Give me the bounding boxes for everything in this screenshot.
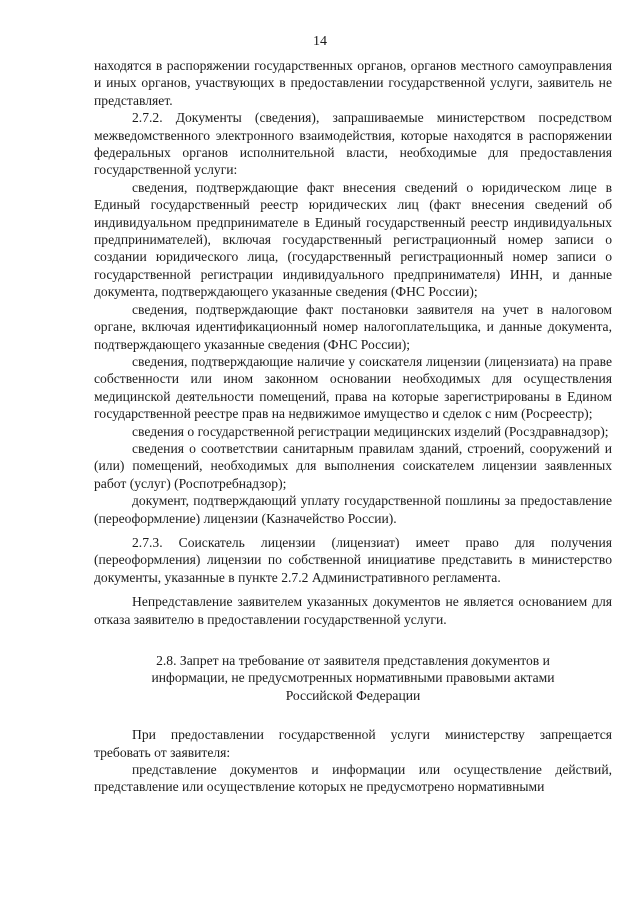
- paragraph-non-submission: Непредставление заявителем указанных документов не является основанием для отказа заявителю в предоставлении государственной услуги.: [94, 594, 612, 627]
- paragraph-prohibition: При предоставлении государственной услуги министерству запрещается требовать от заявителя:: [94, 727, 612, 760]
- section-heading-2-8: [94, 652, 612, 704]
- paragraph-tax-registration: сведения, подтверждающие факт постановки заявителя на учет в налоговом органе, включая идентификационный номер налогоплательщика, и данные документа, подтверждающего указанные сведения (ФНС России);: [94, 301, 612, 352]
- paragraph-property-rights: сведения, подтверждающие наличие у соискателя лицензии (лицензиата) на праве собственности или ином законном основании необходимых для осуществления медицинской деятельности помещений, права на которые зарегистрированы в Едином государственной реестре прав на недвижимое имущество и сделок с ним (Росреестр);: [94, 353, 612, 422]
- paragraph: находятся в распоряжении государственных органов, органов местного самоуправления и иных органов, участвующих в предоставлении государственной услуги, заявитель не представляет.: [94, 58, 612, 108]
- document-body: [94, 57, 612, 796]
- page-number: 14: [313, 34, 327, 49]
- paragraph-2-7-2: 2.7.2. Документы (сведения), запрашиваемые министерством посредством межведомственного электронного взаимодействия, которые находятся в распоряжении федеральных органов исполнительной власти, необходимые для предоставления государственной услуги:: [94, 110, 612, 178]
- paragraph-sanitary-rules: сведения о соответствии санитарным правилам зданий, строений, сооружений и (или) помещений, необходимых для выполнения соискателем лицензии заявленных работ (услуг) (Роспотребнадзор);: [94, 440, 612, 491]
- heading-line: 2.8. Запрет на требование от заявителя представления документов и: [156, 653, 550, 668]
- paragraph-prohibited-item: представление документов и информации или осуществление действий, представление или осуществление которых не предусмотрено нормативными: [94, 762, 612, 795]
- paragraph-medical-devices: сведения о государственной регистрации медицинских изделий (Росздравнадзор);: [132, 423, 609, 439]
- heading-line: информации, не предусмотренных нормативными правовыми актами: [151, 670, 555, 686]
- heading-line: Российской Федерации: [285, 687, 421, 703]
- paragraph-state-fee: документ, подтверждающий уплату государственной пошлины за предоставление (переоформление) лицензии (Казначейство России).: [94, 493, 612, 526]
- paragraph-2-7-3: 2.7.3. Соискатель лицензии (лицензиат) имеет право для получения (переоформления) лицензии по собственной инициативе представить в министерство документы, указанные в пункте 2.7.2 Административного регламента.: [94, 534, 612, 585]
- paragraph-egrul-info: сведения, подтверждающие факт внесения сведений о юридическом лице в Единый государственный реестр юридических лиц (факт внесения сведений об индивидуальном предпринимателе в Единый государственный реестр индивидуальных предпринимателей), включая государственный регистрационный номер записи о создании юридического лица, (государственный регистрационный номер записи о государственной регистрации индивидуального предпринимателя) ИНН, и данные документа, подтверждающего указанные сведения (ФНС России);: [94, 179, 612, 300]
